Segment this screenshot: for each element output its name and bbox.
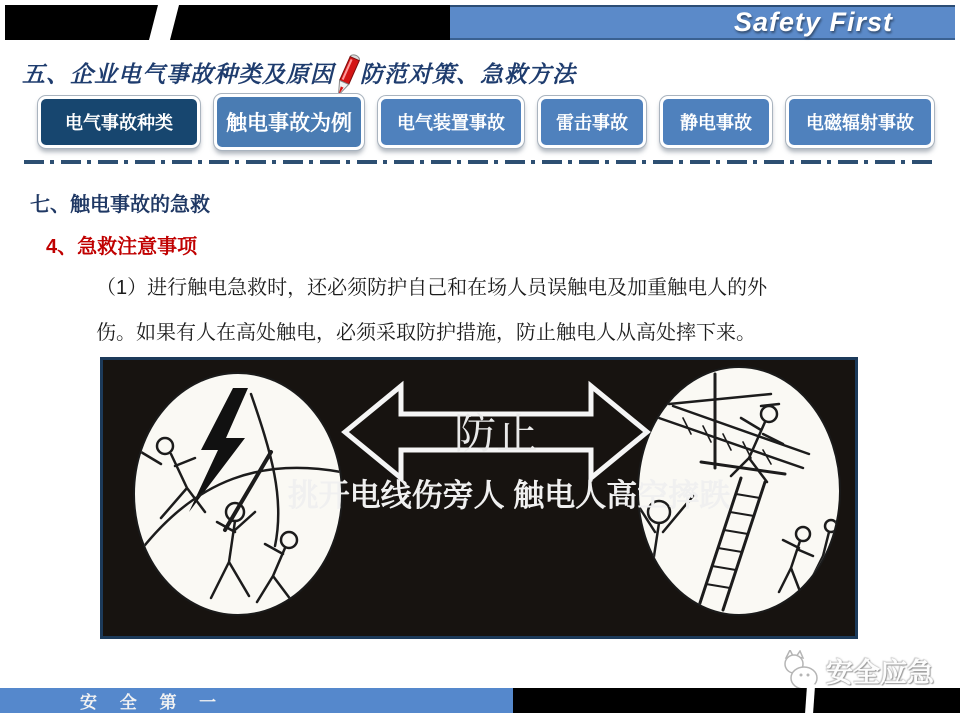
footer-blue-bar: [0, 688, 513, 713]
watermark: [778, 650, 934, 690]
banner-black-left: [5, 5, 158, 40]
slide-title-part1: 五、企业电气事故种类及原因: [22, 60, 334, 87]
banner-black-mid: [170, 5, 450, 40]
dash-dot-divider: [24, 160, 938, 164]
tab-electrical-accident-types[interactable]: 电气事故种类: [38, 96, 200, 148]
illustration-canvas: [103, 360, 855, 636]
watermark-text: 安全应急: [826, 657, 934, 688]
section-subheading: 4、急救注意事项: [46, 236, 198, 258]
tab-emr-accident[interactable]: 电磁辐射事故: [786, 96, 934, 148]
body-paragraph: [96, 266, 906, 356]
prevention-illustration: [100, 357, 858, 639]
paragraph-line: 伤。如果有人在高处触电，必须采取防护措施，防止触电人从高处摔下来。: [96, 322, 756, 344]
illustration-caption: 挑开电线伤旁人 触电人高空摔跌: [287, 478, 731, 513]
tab-bar: [38, 94, 934, 150]
tab-electric-shock-example[interactable]: 触电事故为例: [214, 94, 364, 150]
slide-title: [22, 52, 576, 92]
slide-title-part2: 防范对策、急救方法: [360, 60, 576, 87]
tab-static-accident[interactable]: 静电事故: [660, 96, 772, 148]
section-heading: 七、触电事故的急救: [30, 194, 210, 216]
tab-electrical-equipment-accident[interactable]: 电气装置事故: [378, 96, 524, 148]
arrow-label: 防止: [453, 412, 539, 458]
tab-lightning-accident[interactable]: 雷击事故: [538, 96, 646, 148]
brand-text: Safety First: [733, 7, 893, 37]
banner-blue: [450, 5, 955, 40]
footer-slogan: 安 全 第 一: [80, 693, 226, 712]
paragraph-line: （1）进行触电急救时，还必须防护自己和在场人员误触电及加重触电人的外: [96, 277, 768, 299]
mascot-icon: [778, 650, 822, 690]
footer-black-bar: [513, 688, 960, 713]
